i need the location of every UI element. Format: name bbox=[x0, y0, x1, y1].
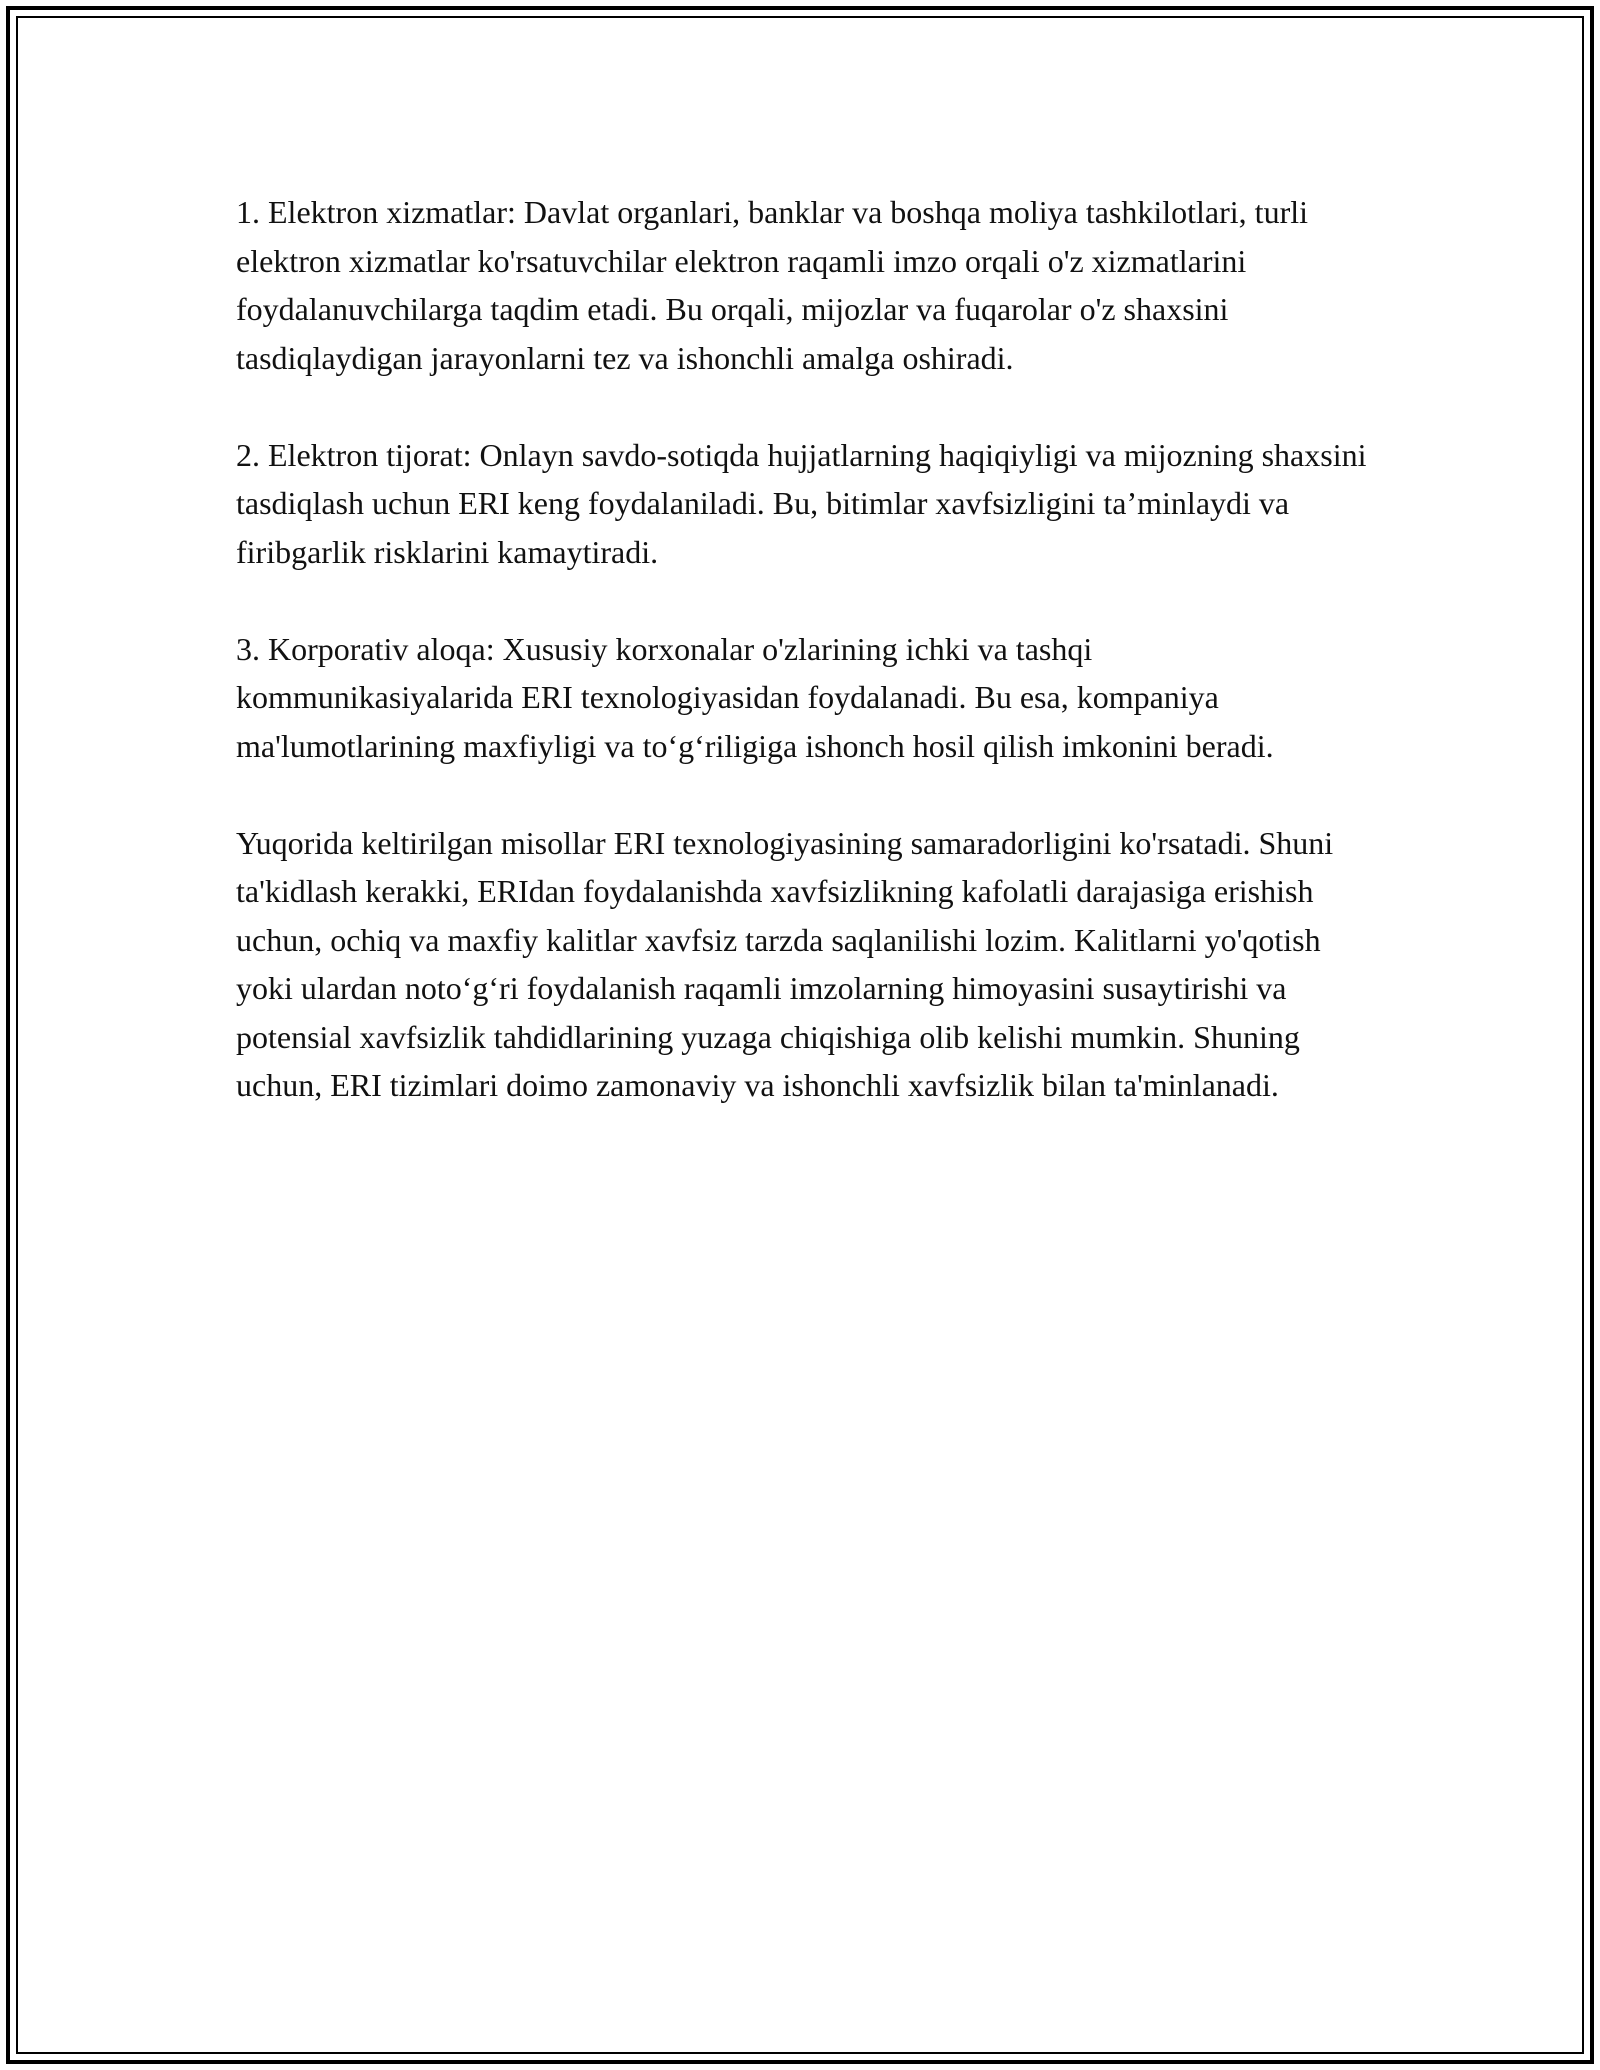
paragraph-corporate-communication: 3. Korporativ aloqa: Xususiy korxonalar o'zlarining ichki va tashqi kommunikasiyalarida ERI texnologiyasidan foydalanadi. Bu esa, kompaniya ma'lumotlarining maxfiyligi va to‘g‘riligiga ishonch hosil qilish imkonini beradi. bbox=[236, 630, 1274, 764]
paragraph-electronic-services: 1. Elektron xizmatlar: Davlat organlari, banklar va boshqa moliya tashkilotlari, turli elektron xizmatlar ko'rsatuvchilar elektron raqamli imzo orqali o'z xizmatlarini foydalanuvchilarga taqdim etadi. Bu orqali, mijozlar va fuqarolar o'z shaxsini tasdiqlaydigan jarayonlarni tez va ishonchli amalga oshiradi. bbox=[236, 194, 1308, 376]
document-body bbox=[236, 188, 1376, 1110]
paragraph-electronic-commerce: 2. Elektron tijorat: Onlayn savdo-sotiqda hujjatlarning haqiqiyligi va mijozning shaxsini tasdiqlash uchun ERI keng foydalaniladi. Bu, bitimlar xavfsizligini ta’minlaydi va firibgarlik risklarini kamaytiradi. bbox=[236, 436, 1367, 570]
paragraph-conclusion: Yuqorida keltirilgan misollar ERI texnologiyasining samaradorligini ko'rsatadi. Shuni ta'kidlash kerakki, ERIdan foydalanishda xavfsizlikning kafolatli darajasiga erishish uchun, ochiq va maxfiy kalitlar xavfsiz tarzda saqlanilishi lozim. Kalitlarni yo'qotish yoki ulardan noto‘g‘ri foydalanish raqamli imzolarning himoyasini susaytirishi va potensial xavfsizlik tahdidlarining yuzaga chiqishiga olib kelishi mumkin. Shuning uchun, ERI tizimlari doimo zamonaviy va ishonchli xavfsizlik bilan ta'minlanadi. bbox=[236, 824, 1334, 1103]
